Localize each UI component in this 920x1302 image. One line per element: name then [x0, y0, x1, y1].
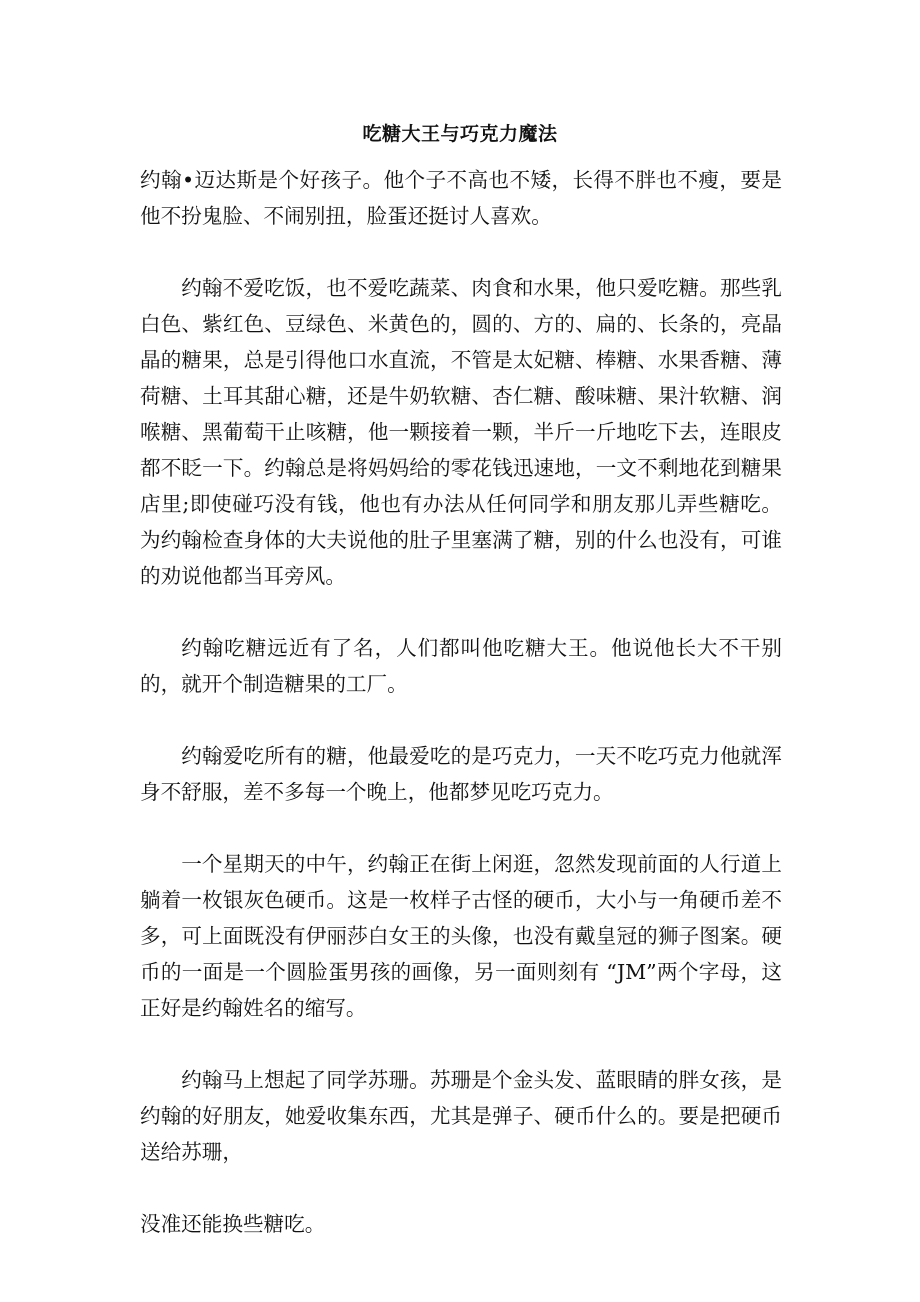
paragraph-1: 约翰•迈达斯是个好孩子。他个子不高也不矮，长得不胖也不瘦，要是他不扮鬼脸、不闹别扭，脸蛋还挺讨人喜欢。 [140, 168, 782, 228]
paragraph-2: 约翰不爱吃饭，也不爱吃蔬菜、肉食和水果，他只爱吃糖。那些乳白色、紫红色、豆绿色、米黄色的，圆的、方的、扁的、长条的，亮晶晶的糖果，总是引得他口水直流，不管是太妃糖、棒糖、水果香糖、薄荷糖、土耳其甜心糖，还是牛奶软糖、杏仁糖、酸味糖、果汁软糖、润喉糖、黑葡萄干止咳糖，他一颗接着一颗，半斤一斤地吃下去，连眼皮都不眨一下。约翰总是将妈妈给的零花钱迅速地，一文不剩地花到糖果店里;即使碰巧没有钱，他也有办法从任何同学和朋友那儿弄些糖吃。为约翰检查身体的大夫说他的肚子里塞满了糖，别的什么也没有，可谁的劝说他都当耳旁风。 [140, 276, 782, 588]
paragraph-3: 约翰吃糖远近有了名，人们都叫他吃糖大王。他说他长大不干别的，就开个制造糖果的工厂。 [140, 636, 782, 696]
paragraph-6: 约翰马上想起了同学苏珊。苏珊是个金头发、蓝眼睛的胖女孩，是约翰的好朋友，她爱收集东西，尤其是弹子、硬币什么的。要是把硬币送给苏珊， [140, 1068, 782, 1164]
document-body [140, 162, 782, 1242]
paragraph-7: 没准还能换些糖吃。 [140, 1212, 326, 1236]
document-title: 吃糖大王与巧克力魔法 [362, 123, 558, 145]
paragraph-5: 一个星期天的中午，约翰正在街上闲逛，忽然发现前面的人行道上躺着一枚银灰色硬币。这是一枚样子古怪的硬币，大小与一角硬币差不多，可上面既没有伊丽莎白女王的头像，也没有戴皇冠的狮子图案。硬币的一面是一个圆脸蛋男孩的画像，另一面则刻有 “JM”两个字母，这正好是约翰姓名的缩写。 [140, 852, 782, 1020]
paragraph-4: 约翰爱吃所有的糖，他最爱吃的是巧克力，一天不吃巧克力他就浑身不舒服，差不多每一个晚上，他都梦见吃巧克力。 [140, 744, 782, 804]
